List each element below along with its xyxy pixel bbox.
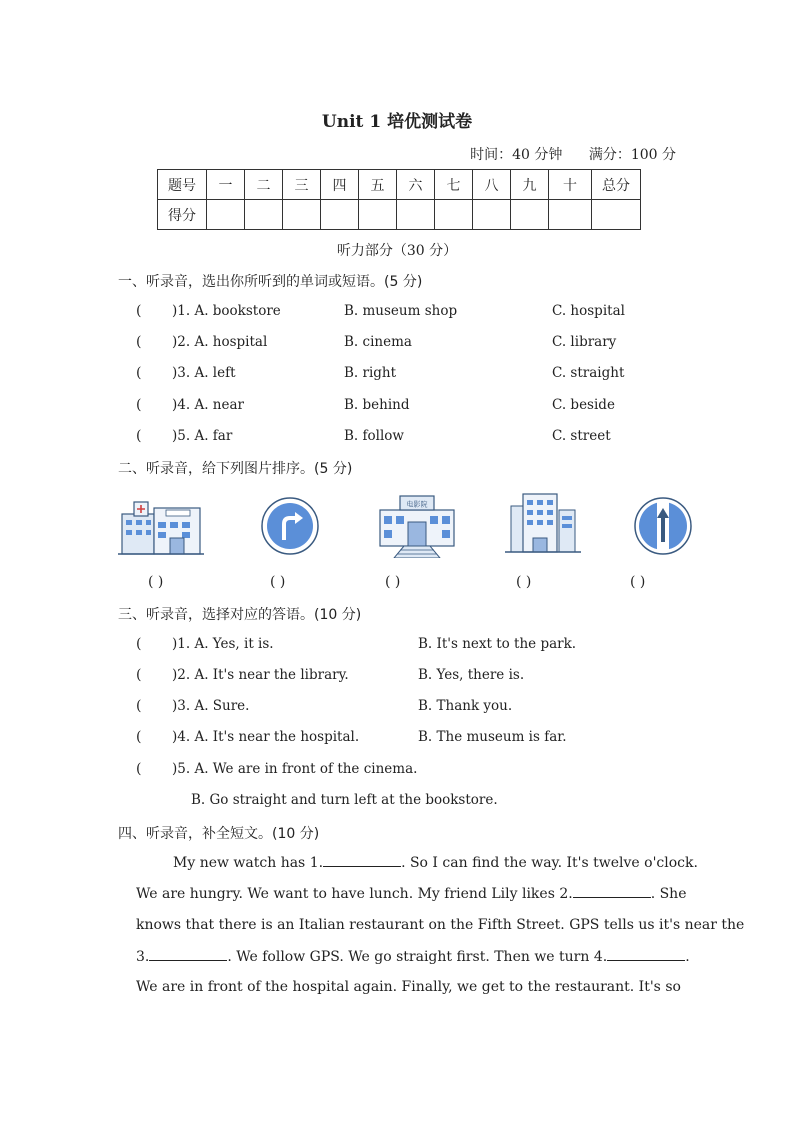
option-a: )2. A. hospital bbox=[172, 334, 268, 350]
score-cell[interactable] bbox=[592, 200, 641, 230]
listening-part-heading: 听力部分（30 分） bbox=[336, 243, 458, 259]
option-a: )1. A. Yes, it is. bbox=[172, 636, 274, 652]
score-col: 九 bbox=[511, 170, 549, 200]
option-b: B. follow bbox=[344, 428, 404, 444]
option-b: B. right bbox=[344, 365, 397, 381]
page-title: Unit 1 培优测试卷 bbox=[321, 112, 473, 132]
answer-paren[interactable]: ( bbox=[136, 761, 142, 777]
answer-blank[interactable] bbox=[607, 948, 685, 961]
answer-blank[interactable] bbox=[149, 948, 227, 961]
option-a: )4. A. near bbox=[172, 397, 244, 413]
section2-heading: 二、听录音，给下列图片排序。(5 分) bbox=[118, 461, 353, 477]
passage-text: . We follow GPS. We go straight first. Then we turn 4. bbox=[227, 949, 608, 965]
option-a: )5. A. We are in front of the cinema. bbox=[172, 761, 418, 777]
passage-line bbox=[136, 917, 744, 933]
passage-text: 3. bbox=[136, 949, 150, 965]
option-a: )2. A. It's near the library. bbox=[172, 667, 349, 683]
score-table-header-row bbox=[158, 170, 641, 200]
answer-paren[interactable]: ( bbox=[136, 303, 142, 319]
passage-line bbox=[173, 854, 698, 871]
score-cell[interactable] bbox=[245, 200, 283, 230]
option-b: B. cinema bbox=[344, 334, 412, 350]
answer-blank[interactable] bbox=[573, 885, 651, 898]
answer-paren[interactable]: ( bbox=[136, 636, 142, 652]
go-straight-sign-icon bbox=[620, 492, 706, 558]
score-cell[interactable] bbox=[435, 200, 473, 230]
order-blank[interactable]: ( ) bbox=[148, 574, 164, 590]
option-b: B. Yes, there is. bbox=[418, 667, 525, 683]
cinema-building-icon bbox=[374, 492, 460, 558]
section4-heading: 四、听录音，补全短文。(10 分) bbox=[118, 826, 320, 842]
score-col: 六 bbox=[397, 170, 435, 200]
option-b: B. behind bbox=[344, 397, 410, 413]
score-table-score-row bbox=[158, 200, 641, 230]
option-b: B. Go straight and turn left at the bookstore. bbox=[191, 792, 498, 808]
score-cell[interactable] bbox=[283, 200, 321, 230]
passage-text: . bbox=[685, 949, 690, 965]
passage-text: knows that there is an Italian restaurant on the Fifth Street. GPS tells us it's near the bbox=[136, 917, 745, 933]
order-blank[interactable]: ( ) bbox=[516, 574, 532, 590]
option-c: C. hospital bbox=[552, 303, 625, 319]
answer-paren[interactable]: ( bbox=[136, 334, 142, 350]
score-row-label: 得分 bbox=[158, 200, 207, 230]
score-header-label: 题号 bbox=[158, 170, 207, 200]
score-col: 十 bbox=[549, 170, 592, 200]
cinema-sign: 电影院 bbox=[406, 500, 428, 509]
score-cell[interactable] bbox=[511, 200, 549, 230]
score-cell[interactable] bbox=[321, 200, 359, 230]
time-limit: 时间：40 分钟 bbox=[470, 147, 563, 163]
passage-line bbox=[136, 979, 681, 995]
option-a: )3. A. Sure. bbox=[172, 698, 250, 714]
passage-text: We are in front of the hospital again. Finally, we get to the restaurant. It's so bbox=[136, 979, 681, 995]
section3-heading: 三、听录音，选择对应的答语。(10 分) bbox=[118, 607, 362, 623]
passage-text: We are hungry. We want to have lunch. My friend Lily likes 2. bbox=[136, 886, 573, 902]
answer-paren[interactable]: ( bbox=[136, 729, 142, 745]
full-score: 满分：100 分 bbox=[588, 147, 676, 163]
score-cell[interactable] bbox=[397, 200, 435, 230]
option-b: B. museum shop bbox=[344, 303, 458, 319]
answer-paren[interactable]: ( bbox=[136, 428, 142, 444]
option-a: )3. A. left bbox=[172, 365, 236, 381]
office-building-icon bbox=[505, 492, 591, 558]
order-blank[interactable]: ( ) bbox=[270, 574, 286, 590]
order-blank[interactable]: ( ) bbox=[630, 574, 646, 590]
score-col-total: 总分 bbox=[592, 170, 641, 200]
passage-text: . She bbox=[650, 886, 687, 902]
passage-line bbox=[136, 885, 686, 902]
option-b: B. It's next to the park. bbox=[418, 636, 577, 652]
option-a: )1. A. bookstore bbox=[172, 303, 281, 319]
score-table bbox=[157, 169, 641, 230]
score-cell[interactable] bbox=[207, 200, 245, 230]
hospital-building-icon bbox=[118, 492, 204, 558]
time-score-info bbox=[470, 144, 676, 164]
score-col: 四 bbox=[321, 170, 359, 200]
answer-paren[interactable]: ( bbox=[136, 698, 142, 714]
option-c: C. street bbox=[552, 428, 611, 444]
score-cell[interactable] bbox=[549, 200, 592, 230]
score-col: 五 bbox=[359, 170, 397, 200]
option-b: B. Thank you. bbox=[418, 698, 513, 714]
score-col: 三 bbox=[283, 170, 321, 200]
score-cell[interactable] bbox=[473, 200, 511, 230]
score-col: 一 bbox=[207, 170, 245, 200]
option-c: C. beside bbox=[552, 397, 615, 413]
option-c: C. straight bbox=[552, 365, 625, 381]
answer-paren[interactable]: ( bbox=[136, 667, 142, 683]
score-cell[interactable] bbox=[359, 200, 397, 230]
section1-heading: 一、听录音，选出你所听到的单词或短语。(5 分) bbox=[118, 274, 423, 290]
answer-paren[interactable]: ( bbox=[136, 397, 142, 413]
turn-right-sign-icon bbox=[247, 492, 333, 558]
score-col: 二 bbox=[245, 170, 283, 200]
passage-text: . So I can find the way. It's twelve o'clock. bbox=[401, 855, 698, 871]
score-col: 七 bbox=[435, 170, 473, 200]
answer-blank[interactable] bbox=[323, 854, 401, 867]
answer-paren[interactable]: ( bbox=[136, 365, 142, 381]
option-b: B. The museum is far. bbox=[418, 729, 567, 745]
passage-text: My new watch has 1. bbox=[173, 855, 324, 871]
option-a: )5. A. far bbox=[172, 428, 233, 444]
order-blank[interactable]: ( ) bbox=[385, 574, 401, 590]
option-c: C. library bbox=[552, 334, 617, 350]
option-a: )4. A. It's near the hospital. bbox=[172, 729, 360, 745]
passage-line bbox=[136, 948, 690, 965]
score-col: 八 bbox=[473, 170, 511, 200]
